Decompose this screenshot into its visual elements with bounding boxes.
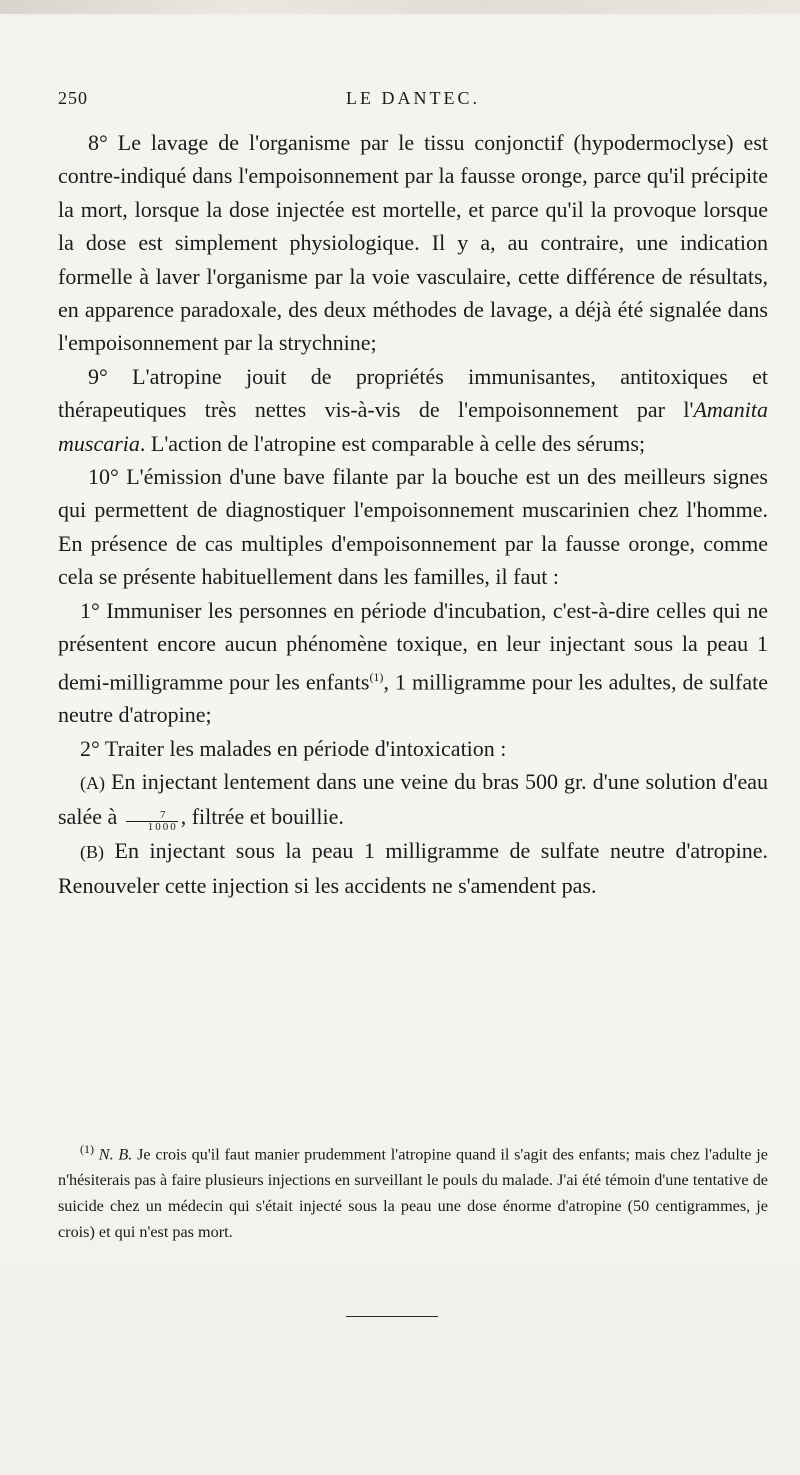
fraction-numerator: 7 [126, 810, 178, 822]
paragraph-9 [58, 360, 768, 460]
item-letter: (B) [80, 841, 104, 862]
list-item-2 [58, 732, 768, 765]
list-item-1 [58, 594, 768, 732]
footnote-text: Je crois qu'il faut manier prudemment l'atropine quand il s'agit des enfants; mais chez l'adulte je n'hésiterais pas à faire plusieurs injections en surveillant le pouls du malade. J'ai été témoin d'une tentative de suicide chez un médecin qui s'était injecté sous la peau une dose énorme d'atropine (50 centigrammes, je crois) et qui n'est pas mort. [58, 1145, 768, 1242]
paragraph-8 [58, 126, 768, 360]
item-text: Immuniser les personnes en période d'incubation, c'est-à-dire celles qui ne présentent encore aucun phénomène toxique, en leur injectant sous la peau 1 demi-milligramme pour les enfants [58, 597, 768, 694]
fraction-denominator: 1000 [147, 821, 178, 834]
item-text: En injectant lentement dans une veine du bras 500 gr. d'une solution d'eau salée à [58, 769, 768, 830]
running-head [58, 88, 768, 112]
item-text: En injectant sous la peau 1 milligramme de sulfate neutre d'atropine. Renouveler cette injection si les accidents ne s'amendent pas. [58, 837, 769, 899]
item-letter: (A) [80, 773, 105, 794]
paragraph-text: L'atropine jouit de propriétés immunisantes, antitoxiques et thérapeutiques très nettes vis-à-vis de l'empoisonnement par l' [58, 363, 768, 423]
list-item-a [58, 765, 768, 834]
page-number: 250 [58, 88, 88, 108]
paragraph-number: 8° [88, 130, 108, 155]
item-number: 2° [80, 735, 100, 761]
paragraph-text: L'émission d'une bave filante par la bouche est un des meilleurs signes qui permettent de diagnostiquer l'empoisonnement muscarinien chez l'homme. En présence de cas multiples d'empoisonnement par la fausse oronge, comme cela se présente habituellement dans les familles, il faut : [58, 464, 768, 590]
running-title: LE DANTEC. [346, 88, 480, 108]
paragraph-10 [58, 460, 768, 594]
item-text: Traiter les malades en période d'intoxication : [104, 735, 507, 761]
item-text: , 1 milligramme pour les adultes, de sulfate neutre d'atropine; [58, 668, 768, 728]
footnote-nb: N. B. [98, 1145, 133, 1164]
footnote-reference[interactable]: (1) [369, 669, 384, 684]
footnote-paragraph [58, 1136, 768, 1245]
paragraph-number: 10° [88, 464, 119, 490]
fraction [126, 810, 178, 833]
footnote [58, 1136, 768, 1245]
page-top-edge [0, 0, 800, 14]
paragraph-number: 9° [88, 363, 108, 389]
paragraph-text: Le lavage de l'organisme par le tissu conjonctif (hypodermoclyse) est contre-indiqué dans l'empoisonnement par la fausse oronge, parce qu'il précipite la mort, lorsque la dose injectée est mortelle, et parce qu'il la provoque lorsque la dose est simplement physiologique. Il y a, au contraire, une indication formelle à laver l'organisme par la voie vasculaire, cette différence de résultats, en apparence paradoxale, des deux méthodes de lavage, a déjà été signalée dans l'empoisonnement par la strychnine; [58, 130, 769, 356]
item-text: , filtrée et bouillie. [180, 804, 344, 830]
item-number: 1° [80, 597, 100, 623]
paragraph-text: . L'action de l'atropine est comparable à celle des sérums; [139, 430, 646, 456]
closing-rule [346, 1316, 438, 1317]
footnote-marker: (1) [80, 1142, 94, 1156]
main-text [58, 126, 768, 903]
species-name: Amanita muscaria [58, 397, 768, 456]
list-item-b [58, 834, 768, 903]
